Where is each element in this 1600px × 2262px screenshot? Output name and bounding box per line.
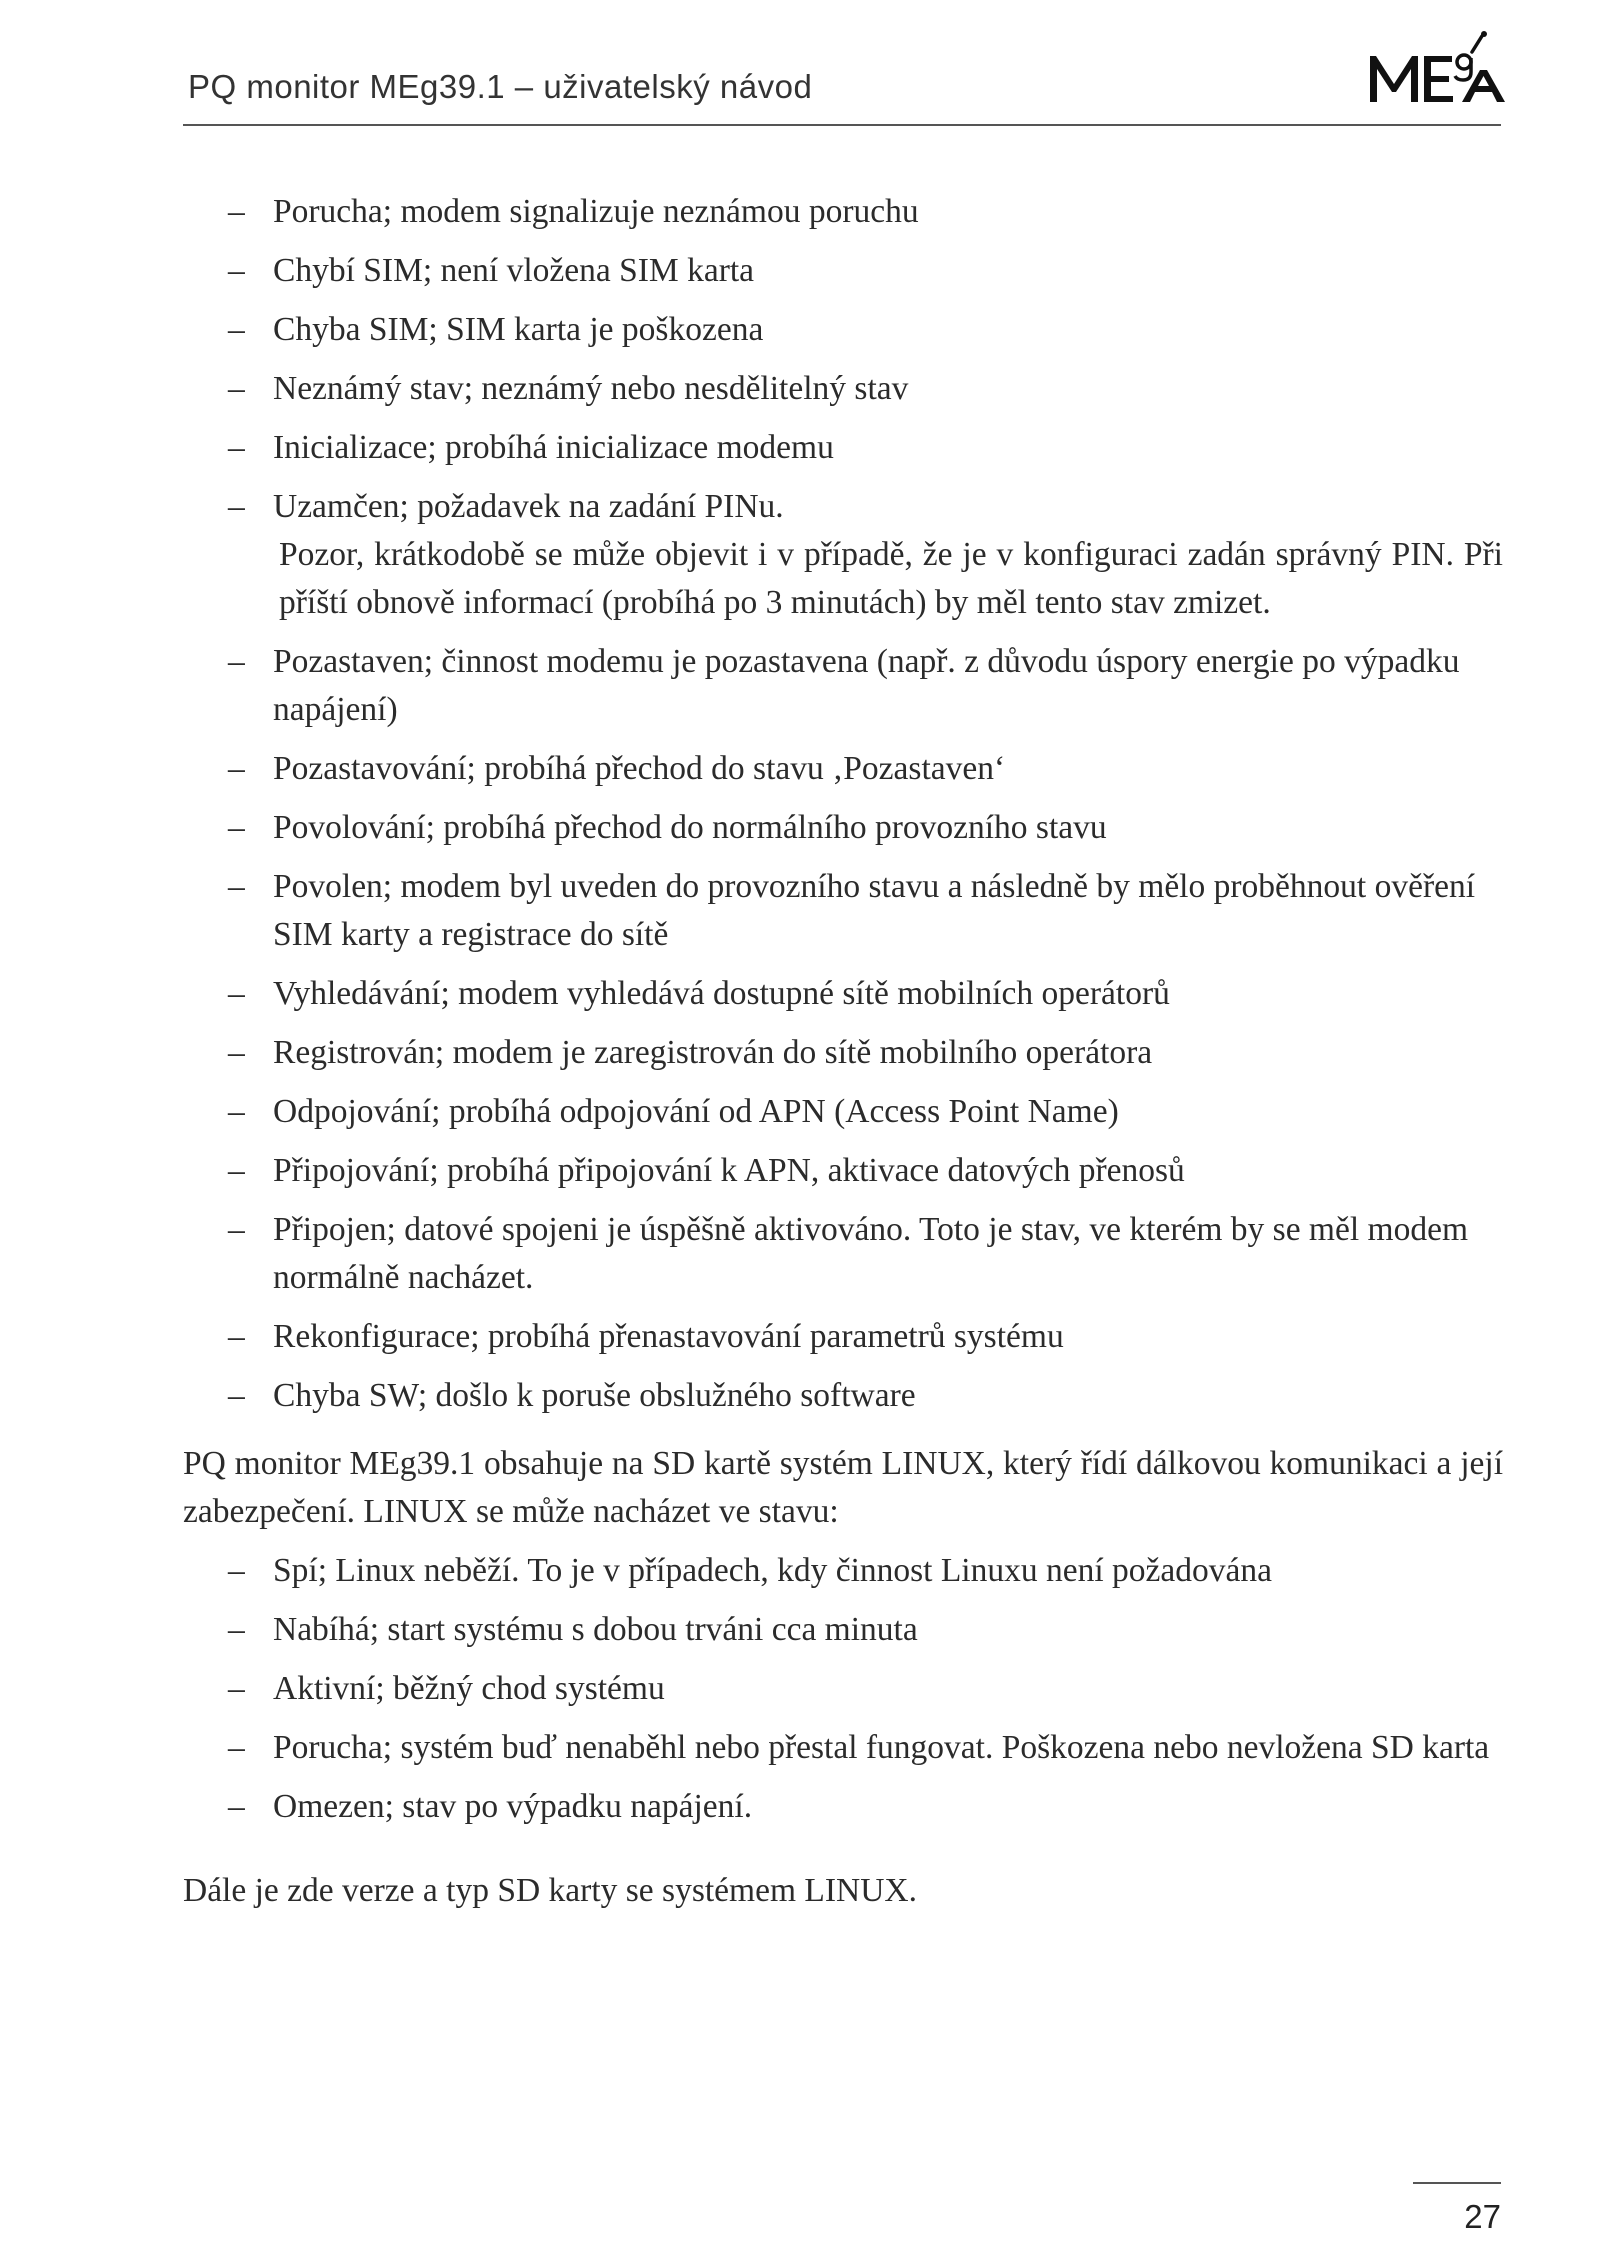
list-marker: – <box>228 193 245 230</box>
linux-status-list <box>183 1547 1503 1831</box>
list-marker: – <box>228 1670 245 1707</box>
closing-paragraph: Dále je zde verze a typ SD karty se systémem LINUX. <box>183 1872 917 1909</box>
list-item-note: Pozor, krátkodobě se může objevit i v případě, že je v konfiguraci zadán správný PIN. Při příští obnově informací (probíhá po 3 minutách) by měl tento stav zmizet. <box>279 536 1503 621</box>
list-item <box>183 1606 1503 1654</box>
list-item <box>183 1088 1503 1136</box>
list-item-text: Nabíhá; start systému s dobou trváni cca minuta <box>273 1611 918 1648</box>
list-item <box>183 970 1503 1018</box>
list-item <box>183 1313 1503 1361</box>
list-item <box>183 638 1503 734</box>
list-item <box>183 745 1503 793</box>
footer-rule <box>1413 2182 1501 2184</box>
list-item <box>183 1724 1503 1772</box>
list-item-text: Odpojování; probíhá odpojování od APN (Access Point Name) <box>273 1093 1119 1130</box>
header-rule <box>183 124 1501 126</box>
list-item <box>183 1206 1503 1302</box>
list-item-text: Porucha; modem signalizuje neznámou poruchu <box>273 193 919 230</box>
list-item <box>183 1783 1503 1831</box>
page-content <box>183 188 1503 1915</box>
list-item <box>183 247 1503 295</box>
list-item-text: Pozastaven; činnost modemu je pozastavena (např. z důvodu úspory energie po výpadku napájení) <box>273 643 1460 728</box>
list-marker: – <box>228 1093 245 1130</box>
list-item-text: Omezen; stav po výpadku napájení. <box>273 1788 753 1825</box>
mega-logo <box>1368 30 1506 110</box>
list-item <box>183 1547 1503 1595</box>
list-item-text: Neznámý stav; neznámý nebo nesdělitelný stav <box>273 370 909 407</box>
list-marker: – <box>228 750 245 787</box>
list-marker: – <box>228 370 245 407</box>
list-marker: – <box>228 1552 245 1589</box>
list-item <box>183 424 1503 472</box>
list-item-text: Chybí SIM; není vložena SIM karta <box>273 252 755 289</box>
list-item-text: Rekonfigurace; probíhá přenastavování parametrů systému <box>273 1318 1064 1355</box>
running-header-title: PQ monitor MEg39.1 – uživatelský návod <box>188 68 813 105</box>
list-item-text: Aktivní; běžný chod systému <box>273 1670 665 1707</box>
list-item-text: Chyba SIM; SIM karta je poškozena <box>273 311 764 348</box>
list-marker: – <box>228 1318 245 1355</box>
page-number: 27 <box>1464 2198 1501 2235</box>
list-item-text: Pozastavování; probíhá přechod do stavu ‚Pozastaven‘ <box>273 750 1006 787</box>
list-marker: – <box>228 488 245 525</box>
list-item-text: Spí; Linux neběží. To je v případech, kdy činnost Linuxu není požadována <box>273 1552 1273 1589</box>
list-marker: – <box>228 252 245 289</box>
list-item-text: Porucha; systém buď nenaběhl nebo přestal fungovat. Poškozena nebo nevložena SD karta <box>273 1729 1490 1766</box>
list-item <box>183 365 1503 413</box>
list-item <box>183 306 1503 354</box>
list-marker: – <box>228 429 245 466</box>
list-marker: – <box>228 311 245 348</box>
linux-intro-paragraph: PQ monitor MEg39.1 obsahuje na SD kartě systém LINUX, který řídí dálkovou komunikaci a její zabezpečení. LINUX se může nacházet ve stavu: <box>183 1445 1503 1530</box>
list-item <box>183 863 1503 959</box>
list-marker: – <box>228 975 245 1012</box>
list-item <box>183 1147 1503 1195</box>
list-item-text: Chyba SW; došlo k poruše obslužného software <box>273 1377 916 1414</box>
list-item-text: Připojování; probíhá připojování k APN, aktivace datových přenosů <box>273 1152 1185 1189</box>
list-marker: – <box>228 1152 245 1189</box>
list-marker: – <box>228 809 245 846</box>
list-marker: – <box>228 1611 245 1648</box>
list-item <box>183 1665 1503 1713</box>
list-item-text: Povolování; probíhá přechod do normálního provozního stavu <box>273 809 1107 846</box>
list-item <box>183 1372 1503 1420</box>
list-item-text: Povolen; modem byl uveden do provozního stavu a následně by mělo proběhnout ověření SIM karty a registrace do sítě <box>273 868 1476 953</box>
list-item-text: Uzamčen; požadavek na zadání PINu. <box>273 488 784 525</box>
list-marker: – <box>228 1211 245 1248</box>
list-marker: – <box>228 643 245 680</box>
list-item <box>183 1029 1503 1077</box>
list-item <box>183 188 1503 236</box>
list-item-text: Registrován; modem je zaregistrován do sítě mobilního operátora <box>273 1034 1153 1071</box>
modem-status-list <box>183 188 1503 1420</box>
list-marker: – <box>228 1788 245 1825</box>
list-marker: – <box>228 1729 245 1766</box>
list-item-text: Inicializace; probíhá inicializace modemu <box>273 429 834 466</box>
list-marker: – <box>228 1034 245 1071</box>
list-item-text: Připojen; datové spojeni je úspěšně aktivováno. Toto je stav, ve kterém by se měl modem normálně nacházet. <box>273 1211 1469 1296</box>
list-marker: – <box>228 868 245 905</box>
list-marker: – <box>228 1377 245 1414</box>
list-item <box>183 483 1503 627</box>
list-item-text: Vyhledávání; modem vyhledává dostupné sítě mobilních operátorů <box>273 975 1170 1012</box>
list-item <box>183 804 1503 852</box>
